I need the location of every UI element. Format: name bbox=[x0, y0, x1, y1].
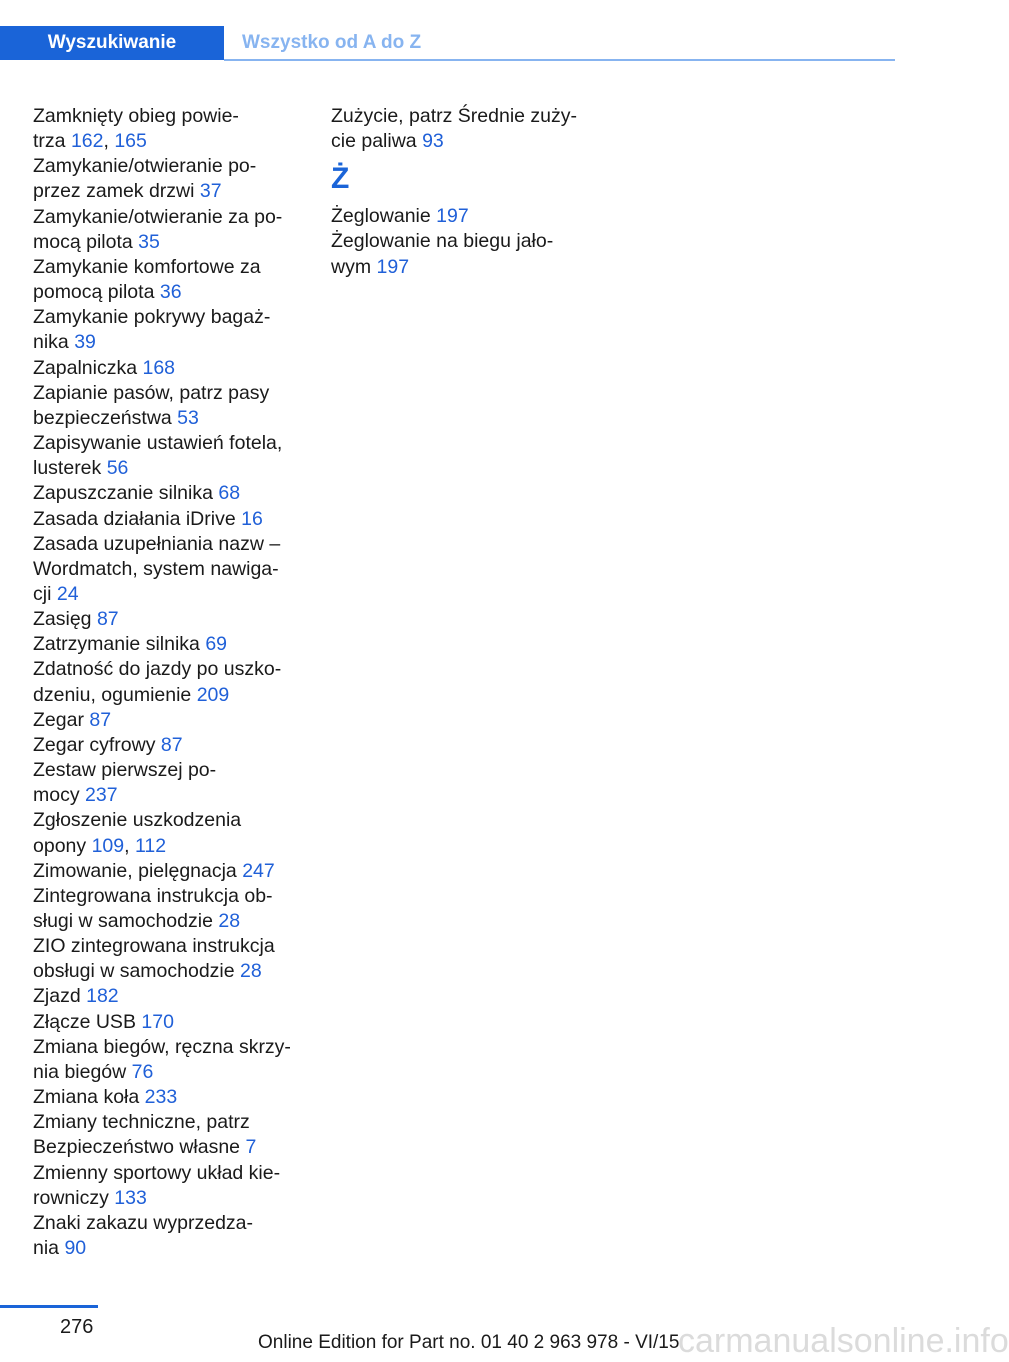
index-entry bbox=[33, 808, 318, 858]
page-ref-link[interactable]: 53 bbox=[177, 406, 199, 429]
entry-text-content: pomocą pilota bbox=[33, 281, 155, 304]
entry-text-content: Zatrzymanie silnika bbox=[33, 633, 200, 656]
entry-text-content: Zapuszczanie silnika bbox=[33, 482, 213, 505]
entry-text bbox=[331, 204, 616, 229]
entry-text-content: przez zamek drzwi bbox=[33, 180, 195, 203]
index-entry bbox=[33, 859, 318, 884]
page-ref-link[interactable]: 37 bbox=[199, 180, 222, 203]
page-ref-link[interactable]: 168 bbox=[142, 356, 176, 379]
index-entry bbox=[33, 1211, 318, 1261]
entry-text bbox=[33, 834, 318, 859]
entry-text bbox=[33, 1135, 318, 1160]
entry-text-content: mocy bbox=[33, 784, 80, 807]
page-ref-link[interactable]: 237 bbox=[85, 784, 118, 807]
entry-text-content: Zasięg bbox=[33, 608, 92, 631]
entry-text bbox=[33, 607, 318, 632]
entry-text-content: nia bbox=[33, 1237, 60, 1260]
index-column-left bbox=[33, 104, 318, 1261]
page-ref-link[interactable]: 197 bbox=[376, 255, 410, 278]
page-ref-link[interactable]: 56 bbox=[106, 457, 129, 480]
index-entry bbox=[331, 104, 616, 154]
entry-text bbox=[33, 330, 318, 355]
entry-text bbox=[33, 179, 318, 204]
entry-text-content: Zegar bbox=[33, 708, 84, 731]
entry-text bbox=[33, 406, 318, 431]
index-entry bbox=[33, 255, 318, 305]
entry-text: ZIO zintegrowana instrukcja bbox=[33, 935, 275, 958]
entry-text-content: Zasada działania iDrive bbox=[33, 507, 236, 530]
page-ref-link[interactable]: 7 bbox=[245, 1136, 257, 1159]
tab-wszystko-od-a-do-z[interactable]: Wszystko od A do Z bbox=[242, 32, 422, 53]
page-ref-link[interactable]: 162 bbox=[70, 130, 104, 153]
page-ref-link[interactable]: 35 bbox=[138, 230, 160, 253]
entry-text-content: Złącze USB bbox=[33, 1010, 136, 1033]
entry-text bbox=[33, 1186, 318, 1211]
entry-text bbox=[33, 1060, 318, 1085]
entry-text bbox=[33, 1010, 318, 1035]
entry-text-content: opony bbox=[33, 834, 87, 857]
entry-text-content: wym bbox=[331, 255, 372, 278]
page-ref-link[interactable]: 16 bbox=[241, 507, 263, 530]
entry-text bbox=[33, 456, 318, 481]
entry-text: Zestaw pierwszej po- bbox=[33, 759, 217, 782]
entry-text: Zamykanie/otwieranie za po- bbox=[33, 205, 283, 228]
entry-text bbox=[33, 683, 318, 708]
header-divider bbox=[224, 59, 895, 61]
index-entry bbox=[331, 204, 616, 229]
index-entry bbox=[33, 154, 318, 204]
entry-text-content: obsługi w samochodzie bbox=[33, 960, 235, 983]
entry-text-content: Zjazd bbox=[33, 985, 81, 1008]
page-ref-link[interactable]: 112 bbox=[134, 834, 167, 857]
entry-text: Zamykanie komfortowe za bbox=[33, 255, 261, 278]
page-ref-link[interactable]: 182 bbox=[86, 985, 119, 1008]
entry-text-content: trza bbox=[33, 130, 66, 153]
index-entry bbox=[33, 934, 318, 984]
entry-text bbox=[33, 1085, 318, 1110]
tab-wyszukiwanie[interactable]: Wyszukiwanie bbox=[0, 26, 224, 60]
entry-text bbox=[33, 632, 318, 657]
page-ref-link[interactable]: 209 bbox=[196, 683, 230, 706]
entry-text: Zamknięty obieg powie- bbox=[33, 105, 239, 127]
index-entry bbox=[33, 884, 318, 934]
index-entry bbox=[33, 607, 318, 632]
entry-text-content: Zapalniczka bbox=[33, 356, 138, 379]
index-entry bbox=[33, 104, 318, 154]
entry-text-content: Zegar cyfrowy bbox=[33, 733, 156, 756]
entry-text bbox=[33, 481, 318, 506]
entry-text: Zasada uzupełniania nazw – bbox=[33, 532, 281, 555]
index-entry bbox=[33, 733, 318, 758]
entry-text: Zmienny sportowy układ kie- bbox=[33, 1161, 281, 1184]
entry-text: Znaki zakazu wyprzedza- bbox=[33, 1211, 254, 1234]
page-ref-link[interactable]: 24 bbox=[56, 582, 79, 605]
entry-text-content: dzeniu, ogumienie bbox=[33, 683, 192, 706]
index-column-right bbox=[331, 104, 616, 280]
index-entry bbox=[33, 1035, 318, 1085]
page-ref-link[interactable]: 28 bbox=[240, 960, 262, 983]
entry-text-content: rowniczy bbox=[33, 1186, 109, 1209]
page-ref-link[interactable]: 87 bbox=[96, 608, 119, 631]
entry-text: Zamykanie/otwieranie po- bbox=[33, 155, 257, 178]
entry-text-content: bezpieczeństwa bbox=[33, 406, 172, 429]
entry-text bbox=[33, 859, 318, 884]
entry-text bbox=[33, 280, 318, 305]
index-entry bbox=[33, 381, 318, 431]
page-ref-link[interactable]: 90 bbox=[64, 1237, 87, 1260]
entry-text-content: Bezpieczeństwo własne bbox=[33, 1136, 241, 1159]
footer-divider bbox=[0, 1305, 98, 1308]
entry-text-content: Zimowanie, pielęgnacja bbox=[33, 859, 237, 882]
page-ref-link[interactable]: 28 bbox=[218, 910, 241, 932]
entry-text-content: sługi w samochodzie bbox=[33, 910, 213, 932]
entry-text: Zintegrowana instrukcja ob- bbox=[33, 884, 273, 907]
entry-text-content: mocą pilota bbox=[33, 230, 133, 253]
index-entry bbox=[33, 305, 318, 355]
entry-text: Żeglowanie na biegu jało- bbox=[331, 230, 554, 253]
entry-text bbox=[33, 783, 318, 808]
page-ref-link[interactable]: 36 bbox=[159, 281, 182, 304]
entry-text bbox=[33, 959, 318, 984]
index-entry bbox=[33, 708, 318, 733]
entry-text-content: cji bbox=[33, 582, 52, 605]
page-ref-link[interactable]: 87 bbox=[160, 733, 183, 756]
entry-text-content: lusterek bbox=[33, 457, 102, 480]
index-entry bbox=[33, 984, 318, 1009]
entry-text bbox=[33, 708, 318, 733]
entry-text: Zapianie pasów, patrz pasy bbox=[33, 381, 270, 404]
entry-text bbox=[331, 129, 616, 154]
index-entry bbox=[33, 532, 318, 607]
entry-text: Zdatność do jazdy po uszko- bbox=[33, 658, 282, 681]
ref-separator: , bbox=[103, 130, 109, 153]
entry-text: Wordmatch, system nawiga- bbox=[33, 557, 279, 580]
index-entry bbox=[33, 1010, 318, 1035]
index-entry bbox=[33, 1161, 318, 1211]
page-ref-link[interactable]: 39 bbox=[74, 331, 96, 354]
entry-text: Zmiany techniczne, patrz bbox=[33, 1111, 250, 1134]
index-entry bbox=[33, 758, 318, 808]
entry-text-content: Zmiana koła bbox=[33, 1086, 140, 1109]
page-ref-link[interactable]: 133 bbox=[114, 1186, 147, 1209]
index-entry bbox=[33, 205, 318, 255]
edition-note: Online Edition for Part no. 01 40 2 963 978 - VI/15 bbox=[258, 1332, 680, 1353]
entry-text: Zamykanie pokrywy bagaż- bbox=[33, 306, 271, 329]
entry-text: Zużycie, patrz Średnie zuży- bbox=[331, 105, 578, 127]
page-number: 276 bbox=[60, 1316, 94, 1338]
page-ref-link[interactable]: 233 bbox=[144, 1086, 178, 1109]
index-entry bbox=[33, 657, 318, 707]
page-ref-link[interactable]: 76 bbox=[131, 1060, 154, 1083]
entry-text bbox=[33, 984, 318, 1009]
section-letter: Ż bbox=[331, 162, 350, 196]
entry-text bbox=[33, 909, 318, 934]
page-ref-link[interactable]: 197 bbox=[436, 205, 469, 228]
watermark: carmanualsonline.info bbox=[678, 1322, 1009, 1360]
index-entry bbox=[33, 1110, 318, 1160]
page-ref-link[interactable]: 93 bbox=[422, 130, 444, 153]
index-entry bbox=[33, 356, 318, 381]
index-entry bbox=[33, 1085, 318, 1110]
page-ref-link[interactable]: 69 bbox=[205, 633, 228, 656]
index-entry bbox=[33, 507, 318, 532]
page-ref-link[interactable]: 165 bbox=[114, 130, 147, 153]
entry-text bbox=[33, 1236, 318, 1261]
page-header bbox=[0, 26, 895, 62]
index-entry bbox=[33, 632, 318, 657]
entry-text bbox=[33, 582, 318, 607]
entry-text bbox=[33, 733, 318, 758]
page-ref-link[interactable]: 109 bbox=[91, 834, 125, 857]
page-ref-link[interactable]: 87 bbox=[89, 708, 112, 731]
page-ref-link[interactable]: 68 bbox=[218, 482, 241, 505]
ref-separator: , bbox=[124, 834, 130, 857]
entry-text: Zapisywanie ustawień fotela, bbox=[33, 432, 283, 455]
entry-text bbox=[33, 356, 318, 381]
entry-text bbox=[33, 129, 318, 154]
index-entry bbox=[331, 229, 616, 279]
entry-text-content: nika bbox=[33, 331, 69, 354]
page-ref-link[interactable]: 170 bbox=[141, 1010, 174, 1033]
entry-text-content: nia biegów bbox=[33, 1060, 127, 1083]
entry-text bbox=[331, 255, 616, 280]
index-entry bbox=[33, 481, 318, 506]
entry-text-content: Żeglowanie bbox=[331, 205, 431, 228]
entry-text-content: cie paliwa bbox=[331, 130, 417, 153]
entry-text bbox=[33, 230, 318, 255]
index-entry bbox=[33, 431, 318, 481]
entry-text: Zgłoszenie uszkodzenia bbox=[33, 809, 242, 832]
entry-text bbox=[33, 507, 318, 532]
page-ref-link[interactable]: 247 bbox=[242, 859, 275, 882]
entry-text: Zmiana biegów, ręczna skrzy- bbox=[33, 1035, 291, 1058]
